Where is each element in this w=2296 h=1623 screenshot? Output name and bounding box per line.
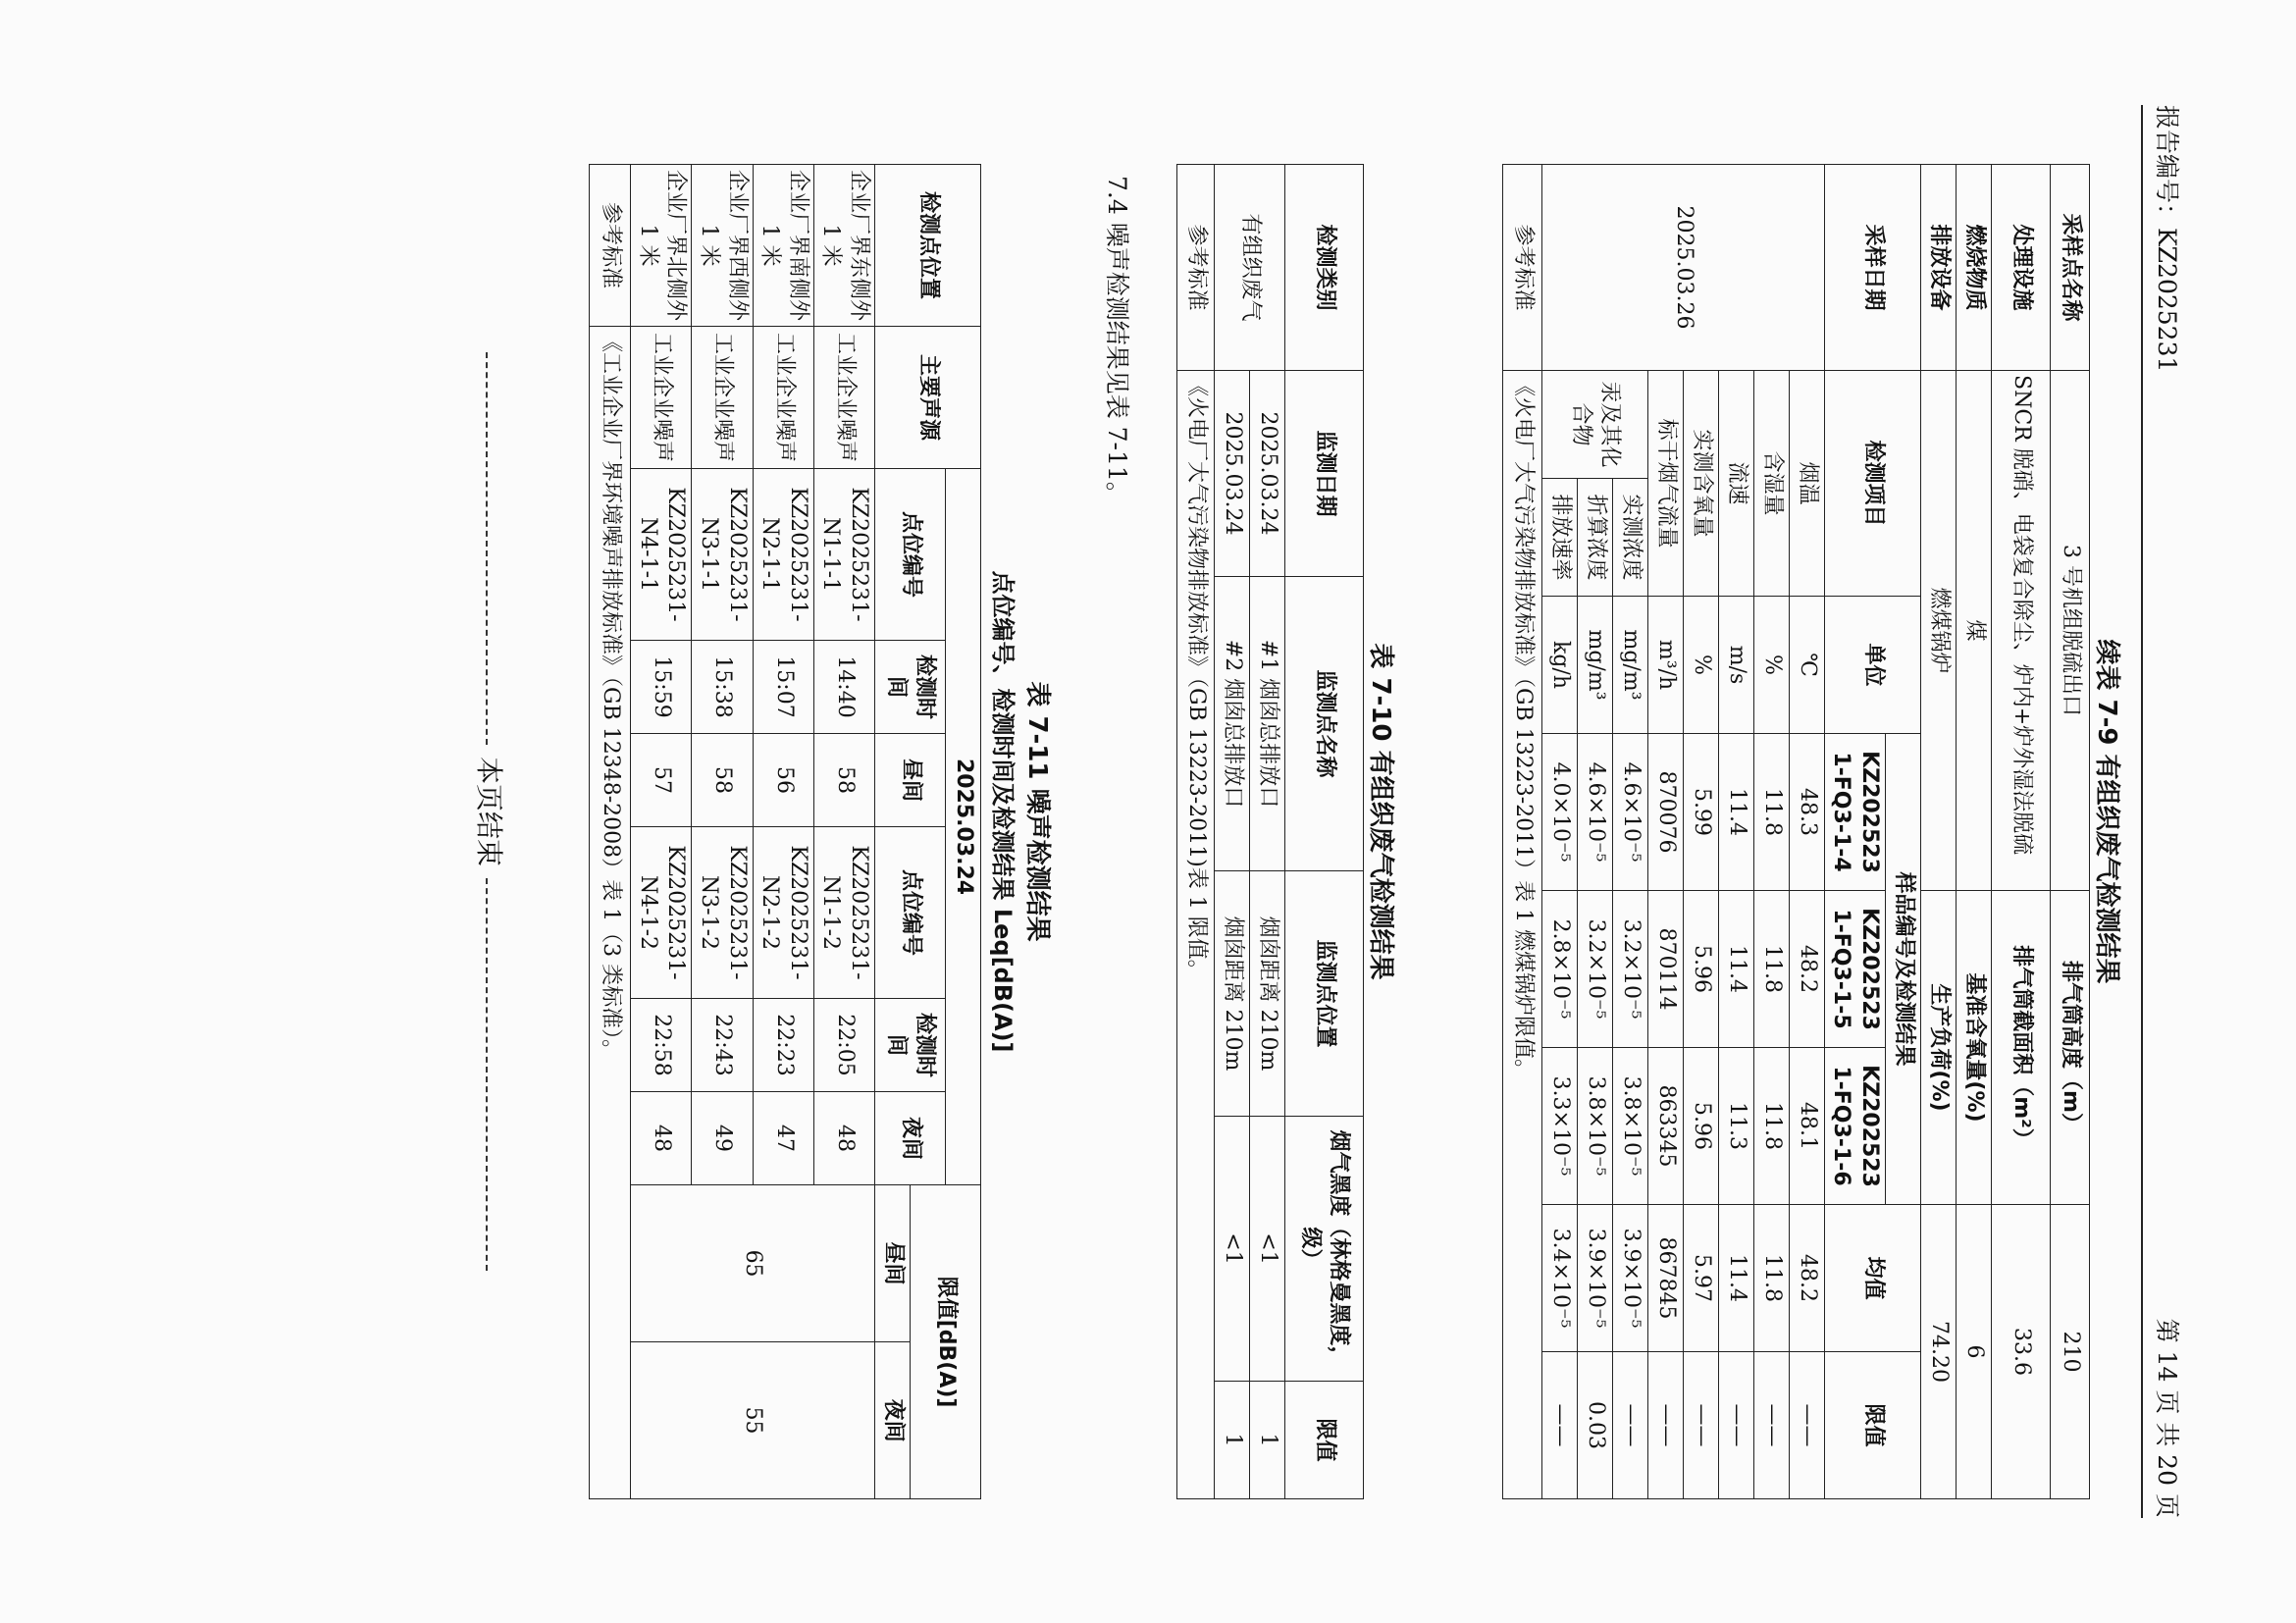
test-time-cell: 22:23 [753, 999, 813, 1092]
item-moisture: 含湿量 [1753, 371, 1789, 597]
daytime-value-cell: 58 [813, 734, 874, 827]
test-point-location-cell: 企业厂界西侧外 1 米 [692, 165, 753, 327]
sampling-point-label: 采样点名称 [2051, 165, 2090, 371]
reference-standard-label: 参考标准 [1177, 165, 1215, 371]
result-cell: 3.3×10⁻⁵ [1541, 1048, 1577, 1205]
unit-cell: ℃ [1789, 597, 1824, 734]
table-7-11 [589, 164, 981, 1499]
sample-id-1: KZ202523 1-FQ3-1-4 [1824, 734, 1885, 891]
item-measured-oxygen: 实测含氧量 [1683, 371, 1718, 597]
reference-standard-text: 《工业企业厂界环境噪声排放标准》（GB 12348-2008）表 1（3 类标准）。 [590, 327, 631, 1499]
stack-area-label: 排气筒截面积（m²） [1992, 891, 2051, 1205]
report-number: 报告编号：KZ2025231 [2153, 105, 2181, 373]
result-cell: 11.4 [1718, 891, 1753, 1048]
result-cell: 4.6×10⁻⁵ [1577, 734, 1612, 891]
table-7-11-title: 表 7-11 噪声检测结果 [1022, 681, 1052, 942]
limit-cell: —— [1718, 1352, 1753, 1499]
result-cell: 5.96 [1683, 1048, 1718, 1205]
item-converted-conc: 折算浓度 [1577, 479, 1612, 597]
item-measured-conc: 实测浓度 [1612, 479, 1647, 597]
smoke-blackness-header: 烟气黑度（林格曼黑度，级） [1285, 1117, 1364, 1382]
unit-cell: mg/m³ [1612, 597, 1647, 734]
result-cell: 3.8×10⁻⁵ [1577, 1048, 1612, 1205]
treatment-facility-value: SNCR 脱硝、电袋复合除尘、炉内+炉外湿法脱硫 [1992, 371, 2051, 891]
reference-standard-label: 参考标准 [1502, 165, 1541, 371]
production-load-value: 74.20 [1921, 1205, 1957, 1499]
average-cell: 3.4×10⁻⁵ [1541, 1205, 1577, 1352]
monitoring-date-header: 监测日期 [1285, 371, 1364, 577]
nighttime-value-cell: 47 [753, 1092, 813, 1185]
test-time-cell: 15:59 [631, 641, 692, 734]
sampling-date-header: 采样日期 [1824, 165, 1920, 371]
unit-cell: kg/h [1541, 597, 1577, 734]
result-cell: 48.3 [1789, 734, 1824, 891]
nighttime-value-cell: 49 [692, 1092, 753, 1185]
test-time-cell: 15:38 [692, 641, 753, 734]
point-id-cell: KZ2025231-N3-1-2 [692, 827, 753, 999]
noise-source-cell: 工业企业噪声 [753, 327, 813, 469]
divider-left [487, 352, 489, 745]
result-cell: 3.8×10⁻⁵ [1612, 1048, 1647, 1205]
test-time-cell: 14:40 [813, 641, 874, 734]
report-header [2141, 105, 2190, 1518]
noise-note: 7.4 噪声检测结果见表 7-11。 [1103, 176, 1131, 506]
daytime-value-cell: 57 [631, 734, 692, 827]
reference-oxygen-label: 基准含氧量(%) [1957, 891, 1992, 1205]
point-id-cell: KZ2025231-N2-1-2 [753, 827, 813, 999]
average-cell: 3.9×10⁻⁵ [1577, 1205, 1612, 1352]
reference-standard-label: 参考标准 [590, 165, 631, 327]
mercury-compounds-label: 汞及其化合物 [1541, 371, 1647, 479]
stack-area-value: 33.6 [1992, 1205, 2051, 1499]
reference-standard-text: 《火电厂大气污染物排放标准》（GB 13223-2011）表 1 燃煤锅炉限值。 [1502, 371, 1541, 1499]
point-id-cell: KZ2025231-N4-1-2 [631, 827, 692, 999]
result-cell: 11.8 [1753, 734, 1789, 891]
test-point-location-header: 检测点位置 [875, 165, 981, 327]
item-emission-rate: 排放速率 [1541, 479, 1577, 597]
smoke-blackness-cell: <1 [1215, 1117, 1250, 1382]
limit-nighttime-value: 55 [631, 1342, 875, 1499]
limit-cell: —— [1541, 1352, 1577, 1499]
reference-standard-text: 《火电厂大气污染物排放标准》（GB 13223-2011)表 1 限值。 [1177, 371, 1215, 1499]
result-cell: 4.0×10⁻⁵ [1541, 734, 1577, 891]
result-cell: 4.6×10⁻⁵ [1612, 734, 1647, 891]
unit-cell: m/s [1718, 597, 1753, 734]
point-id-cell: KZ2025231-N4-1-1 [631, 469, 692, 641]
emission-equipment-value: 燃煤锅炉 [1921, 371, 1957, 891]
limit-cell: 0.03 [1577, 1352, 1612, 1499]
point-id-cell: KZ2025231-N2-1-1 [753, 469, 813, 641]
average-cell: 48.2 [1789, 1205, 1824, 1352]
result-cell: 11.8 [1753, 891, 1789, 1048]
treatment-facility-label: 处理设施 [1992, 165, 2051, 371]
test-time-header: 检测时间 [875, 999, 946, 1092]
test-category-header: 检测类别 [1285, 165, 1364, 371]
main-noise-source-header: 主要声源 [875, 327, 981, 469]
page-end-marker [471, 46, 510, 1577]
monitoring-point-name-cell: #2 烟囱总排放口 [1215, 577, 1250, 871]
daytime-header: 昼间 [875, 734, 946, 827]
point-id-header: 点位编号 [875, 827, 946, 999]
noise-source-cell: 工业企业噪声 [631, 327, 692, 469]
emission-equipment-label: 排放设备 [1921, 165, 1957, 371]
average-cell: 3.9×10⁻⁵ [1612, 1205, 1647, 1352]
test-category-value: 有组织废气 [1215, 165, 1285, 371]
monitoring-point-location-cell: 烟囱距离 210m [1215, 871, 1250, 1117]
test-point-location-cell: 企业厂界北侧外 1 米 [631, 165, 692, 327]
point-id-cell: KZ2025231-N3-1-1 [692, 469, 753, 641]
test-time-header: 检测时间 [875, 641, 946, 734]
unit-cell: % [1753, 597, 1789, 734]
monitoring-point-name-header: 监测点名称 [1285, 577, 1364, 871]
result-cell: 11.8 [1753, 1048, 1789, 1205]
limit-cell: —— [1753, 1352, 1789, 1499]
page-end-text: 本页结束 [473, 756, 505, 866]
limit-header: 限值[dB(A)] [911, 1185, 981, 1499]
fuel-label: 燃烧物质 [1957, 165, 1992, 371]
point-id-cell: KZ2025231-N1-1-1 [813, 469, 874, 641]
reference-oxygen-value: 6 [1957, 1205, 1992, 1499]
limit-daytime-value: 65 [631, 1185, 875, 1342]
fuel-value: 煤 [1957, 371, 1992, 891]
point-id-header: 点位编号 [875, 469, 946, 641]
monitoring-point-location-header: 监测点位置 [1285, 871, 1364, 1117]
divider-right [487, 878, 489, 1271]
limit-header: 限值 [1285, 1382, 1364, 1499]
production-load-label: 生产负荷(%) [1921, 891, 1957, 1205]
smoke-blackness-cell: <1 [1250, 1117, 1285, 1382]
limit-daytime-header: 昼间 [875, 1185, 911, 1342]
test-time-cell: 15:07 [753, 641, 813, 734]
result-cell: 5.99 [1683, 734, 1718, 891]
sample-results-header: 样品编号及检测结果 [1886, 734, 1921, 1205]
table-7-11-subtitle: 点位编号、检测时间及检测结果 Leq[dB(A)] [989, 570, 1017, 1053]
result-cell: 863345 [1647, 1048, 1683, 1205]
test-date-header: 2025.03.24 [946, 469, 981, 1185]
limit-cell: 1 [1250, 1382, 1285, 1499]
table-7-9 [1502, 164, 2090, 1499]
test-item-header: 检测项目 [1824, 371, 1920, 597]
average-cell: 11.4 [1718, 1205, 1753, 1352]
nighttime-value-cell: 48 [813, 1092, 874, 1185]
average-header: 均值 [1824, 1205, 1920, 1352]
test-time-cell: 22:43 [692, 999, 753, 1092]
nighttime-header: 夜间 [875, 1092, 946, 1185]
item-flue-temp: 烟温 [1789, 371, 1824, 597]
limit-cell: —— [1789, 1352, 1824, 1499]
monitoring-point-name-cell: #1 烟囱总排放口 [1250, 577, 1285, 871]
limit-cell: —— [1647, 1352, 1683, 1499]
sample-id-3: KZ202523 1-FQ3-1-6 [1824, 1048, 1885, 1205]
result-cell: 11.3 [1718, 1048, 1753, 1205]
nighttime-value-cell: 48 [631, 1092, 692, 1185]
monitoring-point-location-cell: 烟囱距离 210m [1250, 871, 1285, 1117]
result-cell: 870114 [1647, 891, 1683, 1048]
stack-height-value: 210 [2051, 1205, 2090, 1499]
average-cell: 5.97 [1683, 1205, 1718, 1352]
sample-id-2: KZ202523 1-FQ3-1-5 [1824, 891, 1885, 1048]
item-velocity: 流速 [1718, 371, 1753, 597]
page-number: 第 14 页 共 20 页 [2153, 1318, 2181, 1518]
result-cell: 3.2×10⁻⁵ [1577, 891, 1612, 1048]
limit-header: 限值 [1824, 1352, 1920, 1499]
item-dry-flow: 标干烟气流量 [1647, 371, 1683, 597]
stack-height-label: 排气筒高度（m） [2051, 891, 2090, 1205]
monitoring-date-cell: 2025.03.24 [1215, 371, 1250, 577]
test-point-location-cell: 企业厂界东侧外 1 米 [813, 165, 874, 327]
monitoring-date-cell: 2025.03.24 [1250, 371, 1285, 577]
daytime-value-cell: 58 [692, 734, 753, 827]
result-cell: 48.2 [1789, 891, 1824, 1048]
noise-source-cell: 工业企业噪声 [692, 327, 753, 469]
point-id-cell: KZ2025231-N1-1-2 [813, 827, 874, 999]
unit-cell: mg/m³ [1577, 597, 1612, 734]
test-time-cell: 22:58 [631, 999, 692, 1092]
unit-cell: m³/h [1647, 597, 1683, 734]
daytime-value-cell: 56 [753, 734, 813, 827]
result-cell: 870076 [1647, 734, 1683, 891]
unit-cell: % [1683, 597, 1718, 734]
average-cell: 867845 [1647, 1205, 1683, 1352]
limit-cell: —— [1612, 1352, 1647, 1499]
sampling-date-value: 2025.03.26 [1541, 165, 1824, 371]
limit-cell: —— [1683, 1352, 1718, 1499]
limit-cell: 1 [1215, 1382, 1250, 1499]
test-time-cell: 22:05 [813, 999, 874, 1092]
result-cell: 48.1 [1789, 1048, 1824, 1205]
table-7-10 [1176, 164, 1364, 1499]
result-cell: 3.2×10⁻⁵ [1612, 891, 1647, 1048]
test-point-location-cell: 企业厂界南侧外 1 米 [753, 165, 813, 327]
sampling-point-value: 3 号机组脱硫出口 [2051, 371, 2090, 891]
result-cell: 5.96 [1683, 891, 1718, 1048]
limit-nighttime-header: 夜间 [875, 1342, 911, 1499]
average-cell: 11.8 [1753, 1205, 1789, 1352]
rotated-page-content [59, 46, 2237, 1577]
result-cell: 2.8×10⁻⁵ [1541, 891, 1577, 1048]
table-7-9-title: 续表 7-9 有组织废气检测结果 [2092, 639, 2121, 984]
result-cell: 11.4 [1718, 734, 1753, 891]
noise-source-cell: 工业企业噪声 [813, 327, 874, 469]
unit-header: 单位 [1824, 597, 1920, 734]
table-7-10-title: 表 7-10 有组织废气检测结果 [1366, 643, 1395, 980]
